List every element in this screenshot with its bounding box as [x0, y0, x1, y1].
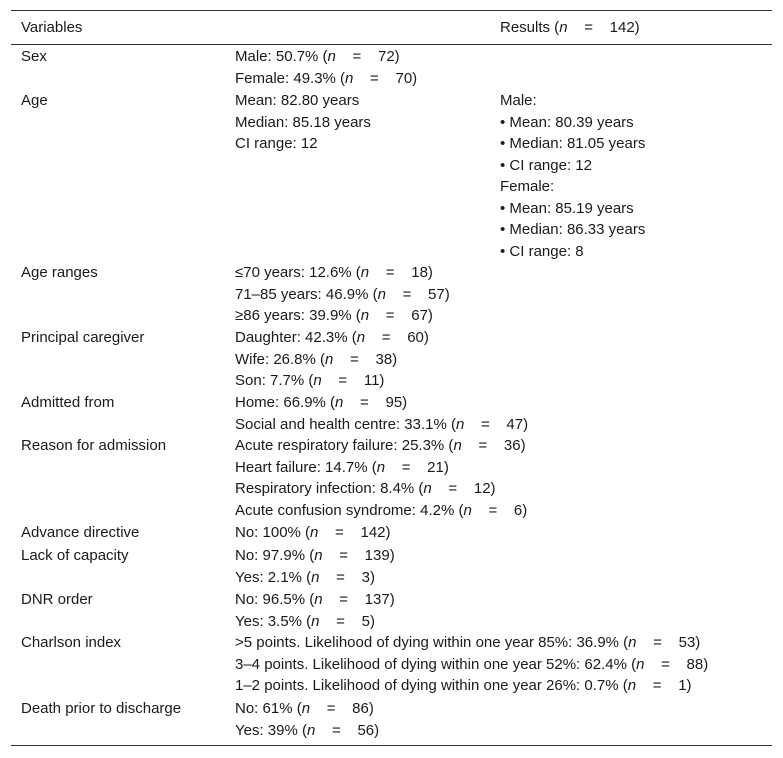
row-label-admitted-from: Admitted from [21, 394, 115, 411]
result-line: No: 100% (n = 142) [235, 524, 391, 541]
header-results: Results (n = 142) [500, 19, 640, 36]
result-line: Male: 50.7% (n = 72) [235, 48, 400, 65]
result-line: ≥86 years: 39.9% (n = 67) [235, 307, 433, 324]
result-line: No: 96.5% (n = 137) [235, 591, 395, 608]
row-results-advance-directive [235, 522, 391, 544]
row-label-age: Age [21, 92, 48, 109]
result-line: Mean: 82.80 years [235, 92, 360, 109]
table-bottom-rule [11, 745, 772, 746]
result-line: Yes: 39% (n = 56) [235, 721, 380, 739]
result-line: • Mean: 85.19 years [500, 199, 634, 217]
result-line: >5 points. Likelihood of dying within one year 85%: 36.9% (n = 53) [235, 634, 701, 651]
result-line: • Mean: 80.39 years [500, 113, 634, 131]
result-line: Yes: 3.5% (n = 5) [235, 612, 375, 630]
table-top-rule [11, 10, 772, 11]
result-line: Median: 85.18 years [235, 113, 371, 131]
result-line: No: 97.9% (n = 139) [235, 547, 395, 564]
result-line: Home: 66.9% (n = 95) [235, 394, 408, 411]
row-results-admitted-from [235, 392, 528, 435]
row-label-charlson-index: Charlson index [21, 634, 122, 651]
result-line: • CI range: 12 [500, 156, 592, 174]
row-label-sex: Sex [21, 48, 47, 65]
row-results-principal-caregiver [235, 327, 429, 392]
result-line: Female: [500, 178, 555, 195]
row-label-lack-of-capacity: Lack of capacity [21, 547, 129, 564]
result-line: Son: 7.7% (n = 11) [235, 372, 385, 389]
result-line: • Median: 86.33 years [500, 221, 646, 238]
row-results-death-prior-to-discharge [235, 698, 379, 741]
table-header-rule [11, 44, 772, 45]
result-line: 1–2 points. Likelihood of dying within one year 26%: 0.7% (n = 1) [235, 677, 692, 694]
result-line: Acute confusion syndrome: 4.2% (n = 6) [235, 501, 528, 519]
row-results-age-by-sex [500, 90, 645, 262]
result-line: • CI range: 8 [500, 242, 584, 260]
result-line: Female: 49.3% (n = 70) [235, 69, 418, 87]
row-results-dnr-order [235, 589, 395, 632]
result-line: Social and health centre: 33.1% (n = 47) [235, 415, 529, 433]
row-results-lack-of-capacity [235, 545, 395, 588]
result-line: Male: [500, 92, 537, 109]
result-line: • Median: 81.05 years [500, 135, 646, 152]
row-results-reason-for-admission [235, 435, 527, 521]
result-line: Acute respiratory failure: 25.3% (n = 36) [235, 437, 526, 454]
result-line: CI range: 12 [235, 135, 318, 152]
row-results-sex [235, 46, 417, 89]
result-line: Heart failure: 14.7% (n = 21) [235, 458, 449, 476]
row-label-reason-for-admission: Reason for admission [21, 437, 167, 454]
result-line: ≤70 years: 12.6% (n = 18) [235, 264, 433, 281]
row-label-dnr-order: DNR order [21, 591, 93, 608]
result-line: Respiratory infection: 8.4% (n = 12) [235, 480, 496, 497]
result-line: 71–85 years: 46.9% (n = 57) [235, 285, 450, 303]
result-line: 3–4 points. Likelihood of dying within one year 52%: 62.4% (n = 88) [235, 655, 709, 673]
row-label-death-prior-to-discharge: Death prior to discharge [21, 700, 182, 717]
row-label-advance-directive: Advance directive [21, 524, 140, 541]
result-line: Wife: 26.8% (n = 38) [235, 350, 398, 368]
row-label-age-ranges: Age ranges [21, 264, 98, 281]
result-line: Yes: 2.1% (n = 3) [235, 568, 375, 586]
header-variables: Variables [21, 19, 83, 36]
row-results-charlson-index [235, 632, 708, 697]
result-line: No: 61% (n = 86) [235, 700, 374, 717]
row-results-age [235, 90, 371, 155]
result-line: Daughter: 42.3% (n = 60) [235, 329, 429, 346]
row-label-principal-caregiver: Principal caregiver [21, 329, 145, 346]
row-results-age-ranges [235, 262, 450, 327]
